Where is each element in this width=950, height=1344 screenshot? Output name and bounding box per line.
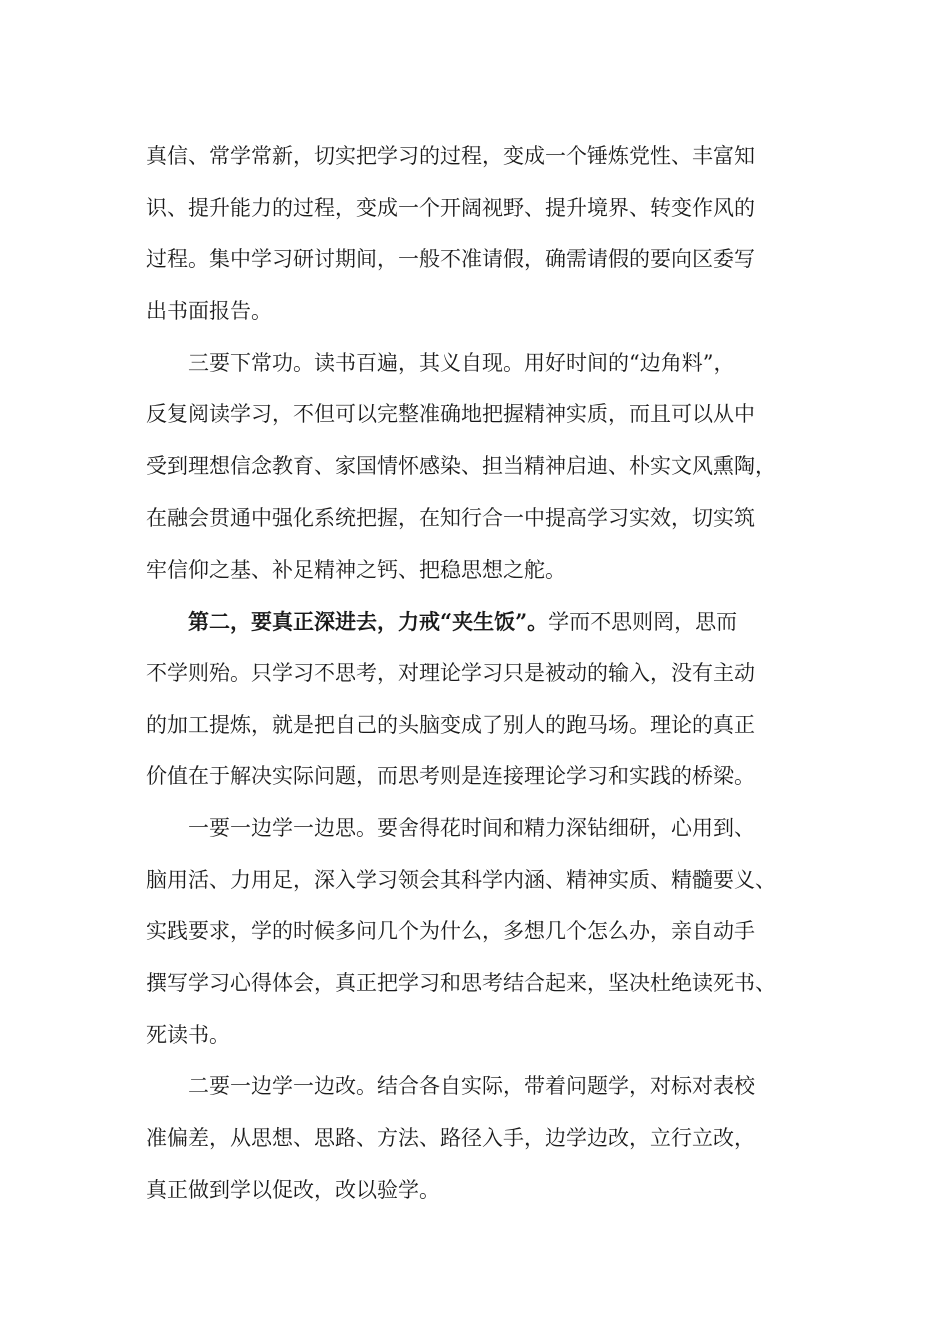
text-line: 过程。集中学习研讨期间，一般不准请假，确需请假的要向区委写 (146, 247, 755, 272)
text-line: 牢信仰之基、补足精神之钙、把稳思想之舵。 (146, 557, 566, 582)
text-line: 撰写学习心得体会，真正把学习和思考结合起来，坚决杜绝读死书、 (146, 971, 776, 995)
paragraph-point-two (146, 1061, 818, 1216)
document-body (146, 131, 818, 1216)
text-line: 一要一边学一边思。要舍得花时间和精力深钻细研，心用到、 (188, 815, 755, 840)
section-lead-text: 学而不思则罔，思而 (548, 610, 738, 635)
paragraph-section-two (146, 596, 818, 803)
text-line: 真信、常学常新，切实把学习的过程，变成一个锤炼党性、丰富知 (146, 144, 755, 168)
text-line: 脑用活、力用足，深入学习领会其科学内涵、精神实质、精髓要义、 (146, 867, 776, 892)
text-line: 死读书。 (146, 1022, 230, 1047)
paragraph-point-one (146, 803, 818, 1061)
text-line: 价值在于解决实际问题，而思考则是连接理论学习和实践的桥梁。 (146, 764, 755, 789)
text-line: 的加工提炼，就是把自己的头脑变成了别人的跑马场。理论的真正 (146, 712, 755, 737)
text-line: 受到理想信念教育、家国情怀感染、担当精神启迪、朴实文风熏陶， (146, 454, 776, 479)
text-line: 实践要求，学的时候多问几个为什么，多想几个怎么办，亲自动手 (146, 919, 755, 944)
section-heading: 第二，要真正深进去，力戒“夹生饭”。 (188, 609, 549, 635)
text-line: 反复阅读学习，不但可以完整准确地把握精神实质，而且可以从中 (146, 402, 755, 427)
paragraph-study-process (146, 131, 818, 338)
text-line: 二要一边学一边改。结合各自实际，带着问题学，对标对表校 (188, 1074, 755, 1099)
text-line (146, 596, 818, 648)
text-line: 真正做到学以促改，改以验学。 (146, 1177, 440, 1202)
text-line: 在融会贯通中强化系统把握，在知行合一中提高学习实效，切实筑 (146, 505, 755, 530)
text-line: 不学则殆。只学习不思考，对理论学习只是被动的输入，没有主动 (146, 660, 755, 685)
text-line: 识、提升能力的过程，变成一个开阔视野、提升境界、转变作风的 (146, 195, 755, 220)
text-line: 出书面报告。 (146, 299, 272, 324)
text-line: 准偏差，从思想、思路、方法、路径入手，边学边改，立行立改， (146, 1126, 755, 1151)
text-line: 三要下常功。读书百遍，其义自现。用好时间的“边角料”， (188, 350, 735, 375)
paragraph-third-point (146, 338, 818, 596)
